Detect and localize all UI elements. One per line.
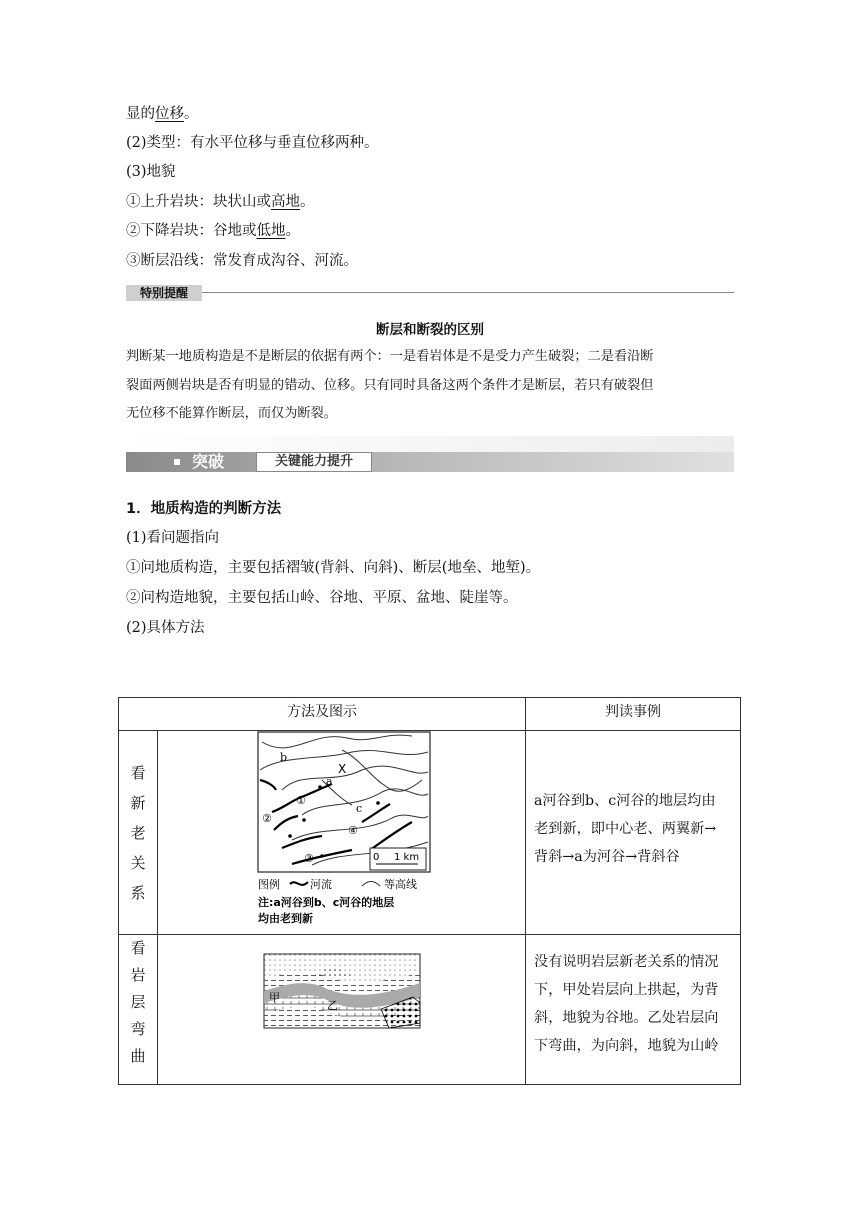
row1-example: a河谷到b、c河谷的地层均由 老到新，即中心老、两翼新→ 背斜→a为河谷→背斜谷 xyxy=(534,793,717,865)
row2-example: 没有说明岩层新老关系的情况 下，甲处岩层向上拱起，为背 斜，地貌为谷地。乙处岩层向 下弯曲，为向斜，地貌为山岭 xyxy=(534,954,719,1054)
map-label-b: b xyxy=(280,751,288,764)
map-note-line-2: 均由老到新 xyxy=(258,912,313,925)
legend-contour: 等高线 xyxy=(384,878,417,891)
map-label-x: X xyxy=(338,762,347,776)
table-divider-main xyxy=(525,698,526,1084)
table-header-example: 判读事例 xyxy=(605,704,661,720)
map-scale-zero: 0 xyxy=(373,852,380,863)
table-divider-side xyxy=(157,730,158,1084)
row2-rock-strata-diagram xyxy=(263,953,421,1029)
notice-line-2: 裂面两侧岩块是否有明显的错动、位移。只有同时具备这两个条件才是断层，若只有破裂但 xyxy=(126,378,654,393)
section-heading: 1．地质构造的判断方法 xyxy=(126,501,282,517)
row1-side-label: 看 新 老 关 系 xyxy=(130,764,146,902)
section-line-3: ②问构造地貌，主要包括山岭、谷地、平原、盆地、陡崖等。 xyxy=(126,590,518,606)
break-banner xyxy=(126,436,734,476)
notice-header xyxy=(126,285,734,301)
banner-top-fade xyxy=(126,436,734,452)
map-scale-km: 1 km xyxy=(394,852,420,863)
legend-river: 河流 xyxy=(310,878,332,891)
intro-line-1: 显的位移。 xyxy=(126,106,199,122)
map-label-a: a xyxy=(326,775,333,788)
section-line-2: ①问地质构造，主要包括褶皱(背斜、向斜)、断层(地垒、地堑)。 xyxy=(126,560,541,576)
intro-line-6: ③断层沿线：常发育成沟谷、河流。 xyxy=(126,253,358,269)
banner-sub-label: 关键能力提升 xyxy=(256,452,372,472)
map-label-c: c xyxy=(356,802,363,815)
intro-line-4: ①上升岩块：块状山或高地。 xyxy=(126,194,315,210)
notice-line-1: 判断某一地质构造是不是断层的依据有两个：一是看岩体是不是受力产生破裂；二是看沿断 xyxy=(126,349,654,364)
map-note-line-1: 注:a河谷到b、c河谷的地层 xyxy=(258,896,395,909)
table-header-method: 方法及图示 xyxy=(287,704,357,720)
map-label-3: ③ xyxy=(304,852,314,865)
notice-rule xyxy=(202,292,734,293)
table-rule-row xyxy=(119,934,740,935)
notice-title: 断层和断裂的区别 xyxy=(376,322,484,338)
map-label-2: ② xyxy=(262,812,272,825)
strata-label-jia: 甲 xyxy=(269,991,280,1004)
row2-side-label: 看 岩 层 弯 曲 xyxy=(130,939,146,1065)
banner-main-label: 突破 xyxy=(192,452,225,471)
strata-label-yi: 乙 xyxy=(327,999,338,1012)
notice-tag: 特别提醒 xyxy=(126,285,202,301)
map-label-1: ① xyxy=(296,794,306,807)
banner-square-icon xyxy=(174,459,180,465)
map-label-4: ④ xyxy=(348,824,358,837)
section-line-1: (1)看问题指向 xyxy=(126,530,220,546)
intro-line-3: (3)地貌 xyxy=(126,164,176,180)
section-line-4: (2)具体方法 xyxy=(126,620,205,636)
row1-geology-map xyxy=(252,730,442,934)
intro-line-2: (2)类型：有水平位移与垂直位移两种。 xyxy=(126,135,379,151)
method-table xyxy=(118,697,741,1085)
intro-line-5: ②下降岩块：谷地或低地。 xyxy=(126,223,300,239)
legend-prefix: 图例 xyxy=(258,878,280,891)
notice-line-3: 无位移不能算作断层，而仅为断裂。 xyxy=(126,406,337,421)
